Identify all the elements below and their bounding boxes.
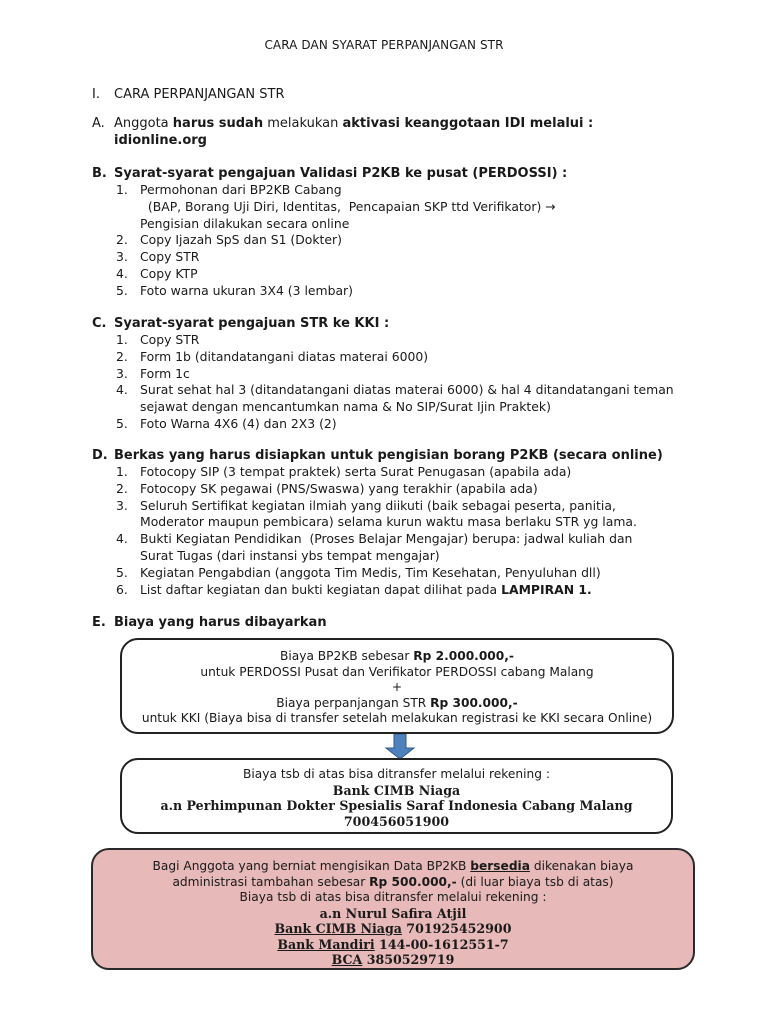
list-item-number: 6. (116, 581, 128, 597)
account-number: 700456051900 (343, 813, 450, 829)
section-e-heading: Biaya yang harus dibayarkan (114, 615, 327, 630)
section-c-heading: Syarat-syarat pengajuan STR ke KKI : (114, 316, 390, 331)
lampiran-reference: LAMPIRAN 1. (501, 581, 592, 597)
list-item-text: Copy Ijazah SpS dan S1 (Dokter) (140, 232, 342, 248)
list-item-text: Bukti Kegiatan Pendidikan (Proses Belajar Mengajar) berupa: jadwal kuliah dan (140, 531, 633, 547)
list-item-text: Foto Warna 4X6 (4) dan 2X3 (2) (140, 415, 337, 431)
list-item-number: 4. (116, 382, 128, 398)
admin-fee-label: administrasi tambahan sebesar (172, 874, 370, 889)
list-item (92, 249, 692, 266)
list-item-number (92, 514, 140, 531)
list-item-number: 3. (116, 249, 128, 265)
list-item-number (92, 399, 140, 416)
section-a-text-2: melakukan (263, 116, 343, 131)
list-item-number: 5. (116, 564, 128, 580)
section-a-bold-2: aktivasi keanggotaan IDI melalui : (342, 116, 594, 131)
section-e-letter: E. (92, 615, 106, 630)
section-b-list (92, 182, 692, 300)
bank-name: Bank CIMB Niaga (332, 782, 461, 798)
list-item-continuation (92, 514, 692, 531)
list-item-text: Fotocopy SIP (3 tempat praktek) serta Surat Penugasan (apabila ada) (140, 464, 572, 479)
bank-bca: BCA (331, 952, 363, 967)
list-item-continuation (92, 199, 692, 216)
list-item-number: 1. (116, 332, 128, 347)
list-item-number: 5. (116, 415, 128, 431)
list-item (92, 349, 692, 366)
account-holder-2: a.n Nurul Safira Atjil (319, 905, 467, 921)
section-roman: I. (92, 87, 100, 102)
additional-fee-text-2: dikenakan biaya (529, 859, 634, 873)
additional-fee-box (91, 848, 695, 970)
list-item (92, 565, 692, 582)
section-a-text-1: Anggota (114, 116, 173, 131)
list-item-text: Form 1b (ditandatangani diatas materai 6000) (140, 348, 429, 364)
list-item-number: 2. (116, 348, 128, 364)
list-item-text: Copy STR (140, 249, 200, 265)
section-label: CARA PERPANJANGAN STR (114, 87, 285, 102)
bank-cimb: Bank CIMB Niaga (274, 921, 402, 936)
list-item-text: sejawat dengan mencantumkan nama & No SIP/Surat Ijin Praktek) (140, 399, 551, 415)
list-item (92, 582, 692, 599)
bp2kb-fee-amount: Rp 2.000.000,- (413, 649, 514, 663)
list-item (92, 283, 692, 300)
list-item (92, 481, 692, 498)
admin-fee-note: (di luar biaya tsb di atas) (456, 874, 614, 889)
section-d-heading: Berkas yang harus disiapkan untuk pengisian borang P2KB (secara online) (114, 448, 663, 463)
list-item-text: Surat Tugas (dari instansi ybs tempat mengajar) (140, 547, 440, 563)
list-item (92, 464, 692, 481)
str-fee-label: Biaya perpanjangan STR (276, 695, 431, 710)
section-a-letter: A. (92, 116, 105, 131)
document-title: CARA DAN SYARAT PERPANJANGAN STR (264, 38, 504, 52)
section-b-heading: Syarat-syarat pengajuan Validasi P2KB ke pusat (PERDOSSI) : (114, 166, 568, 181)
plus-sign: + (391, 680, 403, 694)
transfer-info-box (120, 758, 673, 834)
list-item-text: Moderator maupun pembicara) selama kurun waktu masa berlaku STR yg lama. (140, 514, 637, 530)
section-c-letter: C. (92, 316, 107, 331)
list-item (92, 531, 692, 548)
list-item-number (92, 548, 140, 565)
list-item (92, 366, 692, 383)
section-b (92, 165, 692, 300)
bp2kb-fee-purpose: untuk PERDOSSI Pusat dan Verifikator PERDOSSI cabang Malang (200, 664, 594, 679)
section-d-item-6 (92, 582, 692, 599)
list-item-number: 1. (116, 182, 128, 197)
list-item (92, 266, 692, 283)
section-e (92, 614, 692, 631)
list-item (92, 498, 692, 515)
list-item-number: 2. (116, 480, 128, 496)
list-item-continuation (92, 399, 692, 416)
list-item-number: 5. (116, 282, 128, 298)
account-holder: a.n Perhimpunan Dokter Spesialis Saraf Indonesia Cabang Malang (160, 798, 633, 813)
list-item-text: Surat sehat hal 3 (ditandatangani diatas materai 6000) & hal 4 ditandatangani teman (140, 382, 674, 398)
bp2kb-fee-label: Biaya BP2KB sebesar (280, 649, 414, 663)
section-d-list (92, 464, 692, 582)
section-c (92, 315, 692, 433)
bank-mandiri: Bank Mandiri (277, 936, 375, 952)
list-item-text: Foto warna ukuran 3X4 (3 lembar) (140, 282, 353, 298)
list-item-number: 1. (116, 464, 128, 479)
section-d-letter: D. (92, 448, 108, 463)
admin-fee-amount: Rp 500.000,- (369, 874, 457, 889)
additional-fee-text-1: Bagi Anggota yang berniat mengisikan Data BP2KB (152, 859, 471, 873)
section-a-website: idionline.org (114, 133, 207, 148)
account-mandiri: 144-00-1612551-7 (374, 936, 509, 952)
section-c-list (92, 332, 692, 433)
list-item-number: 4. (116, 265, 128, 281)
section-b-letter: B. (92, 166, 107, 181)
list-item-text: Permohonan dari BP2KB Cabang (140, 182, 342, 197)
list-item (92, 232, 692, 249)
fee-box (120, 638, 674, 734)
section-a-bold-1: harus sudah (172, 116, 264, 131)
section-a (92, 115, 692, 149)
list-item-text: List daftar kegiatan dan bukti kegiatan dapat dilihat pada (140, 581, 502, 597)
list-item-number: 2. (116, 232, 128, 248)
bersedia-word: bersedia (470, 859, 530, 873)
list-item-text: Pengisian dilakukan secara online (140, 215, 350, 231)
list-item (92, 182, 692, 199)
list-item-number: 3. (116, 497, 128, 513)
account-cimb: 701925452900 (401, 921, 512, 936)
down-arrow-icon (383, 734, 417, 760)
transfer-instruction-2: Biaya tsb di atas bisa ditransfer melalui rekening : (239, 890, 547, 904)
list-item-continuation (92, 216, 692, 233)
list-item-number (92, 199, 140, 216)
list-item-text: Seluruh Sertifikat kegiatan ilmiah yang diikuti (baik sebagai peserta, panitia, (140, 497, 616, 513)
list-item (92, 382, 692, 399)
account-bca: 3850529719 (362, 952, 455, 967)
list-item-continuation (92, 548, 692, 565)
list-item-text: Fotocopy SK pegawai (PNS/Swaswa) yang terakhir (apabila ada) (140, 480, 538, 496)
section-d (92, 447, 692, 598)
list-item-number: 3. (116, 365, 128, 381)
transfer-instruction: Biaya tsb di atas bisa ditransfer melalui rekening : (243, 767, 550, 781)
list-item-text: Form 1c (140, 365, 190, 381)
list-item-number: 4. (116, 531, 128, 547)
list-item-text: Kegiatan Pengabdian (anggota Tim Medis, Tim Kesehatan, Penyuluhan dll) (140, 564, 601, 580)
list-item (92, 332, 692, 349)
list-item-text: Copy KTP (140, 265, 198, 281)
list-item-text: Copy STR (140, 332, 200, 347)
list-item (92, 416, 692, 433)
list-item-number (92, 216, 140, 233)
section-1-heading (92, 86, 692, 103)
str-fee-amount: Rp 300.000,- (430, 695, 518, 710)
str-fee-purpose: untuk KKI (Biaya bisa di transfer setelah melakukan registrasi ke KKI secara Online) (141, 711, 653, 725)
list-item-text: (BAP, Borang Uji Diri, Identitas, Pencapaian SKP ttd Verifikator) → (140, 198, 556, 214)
